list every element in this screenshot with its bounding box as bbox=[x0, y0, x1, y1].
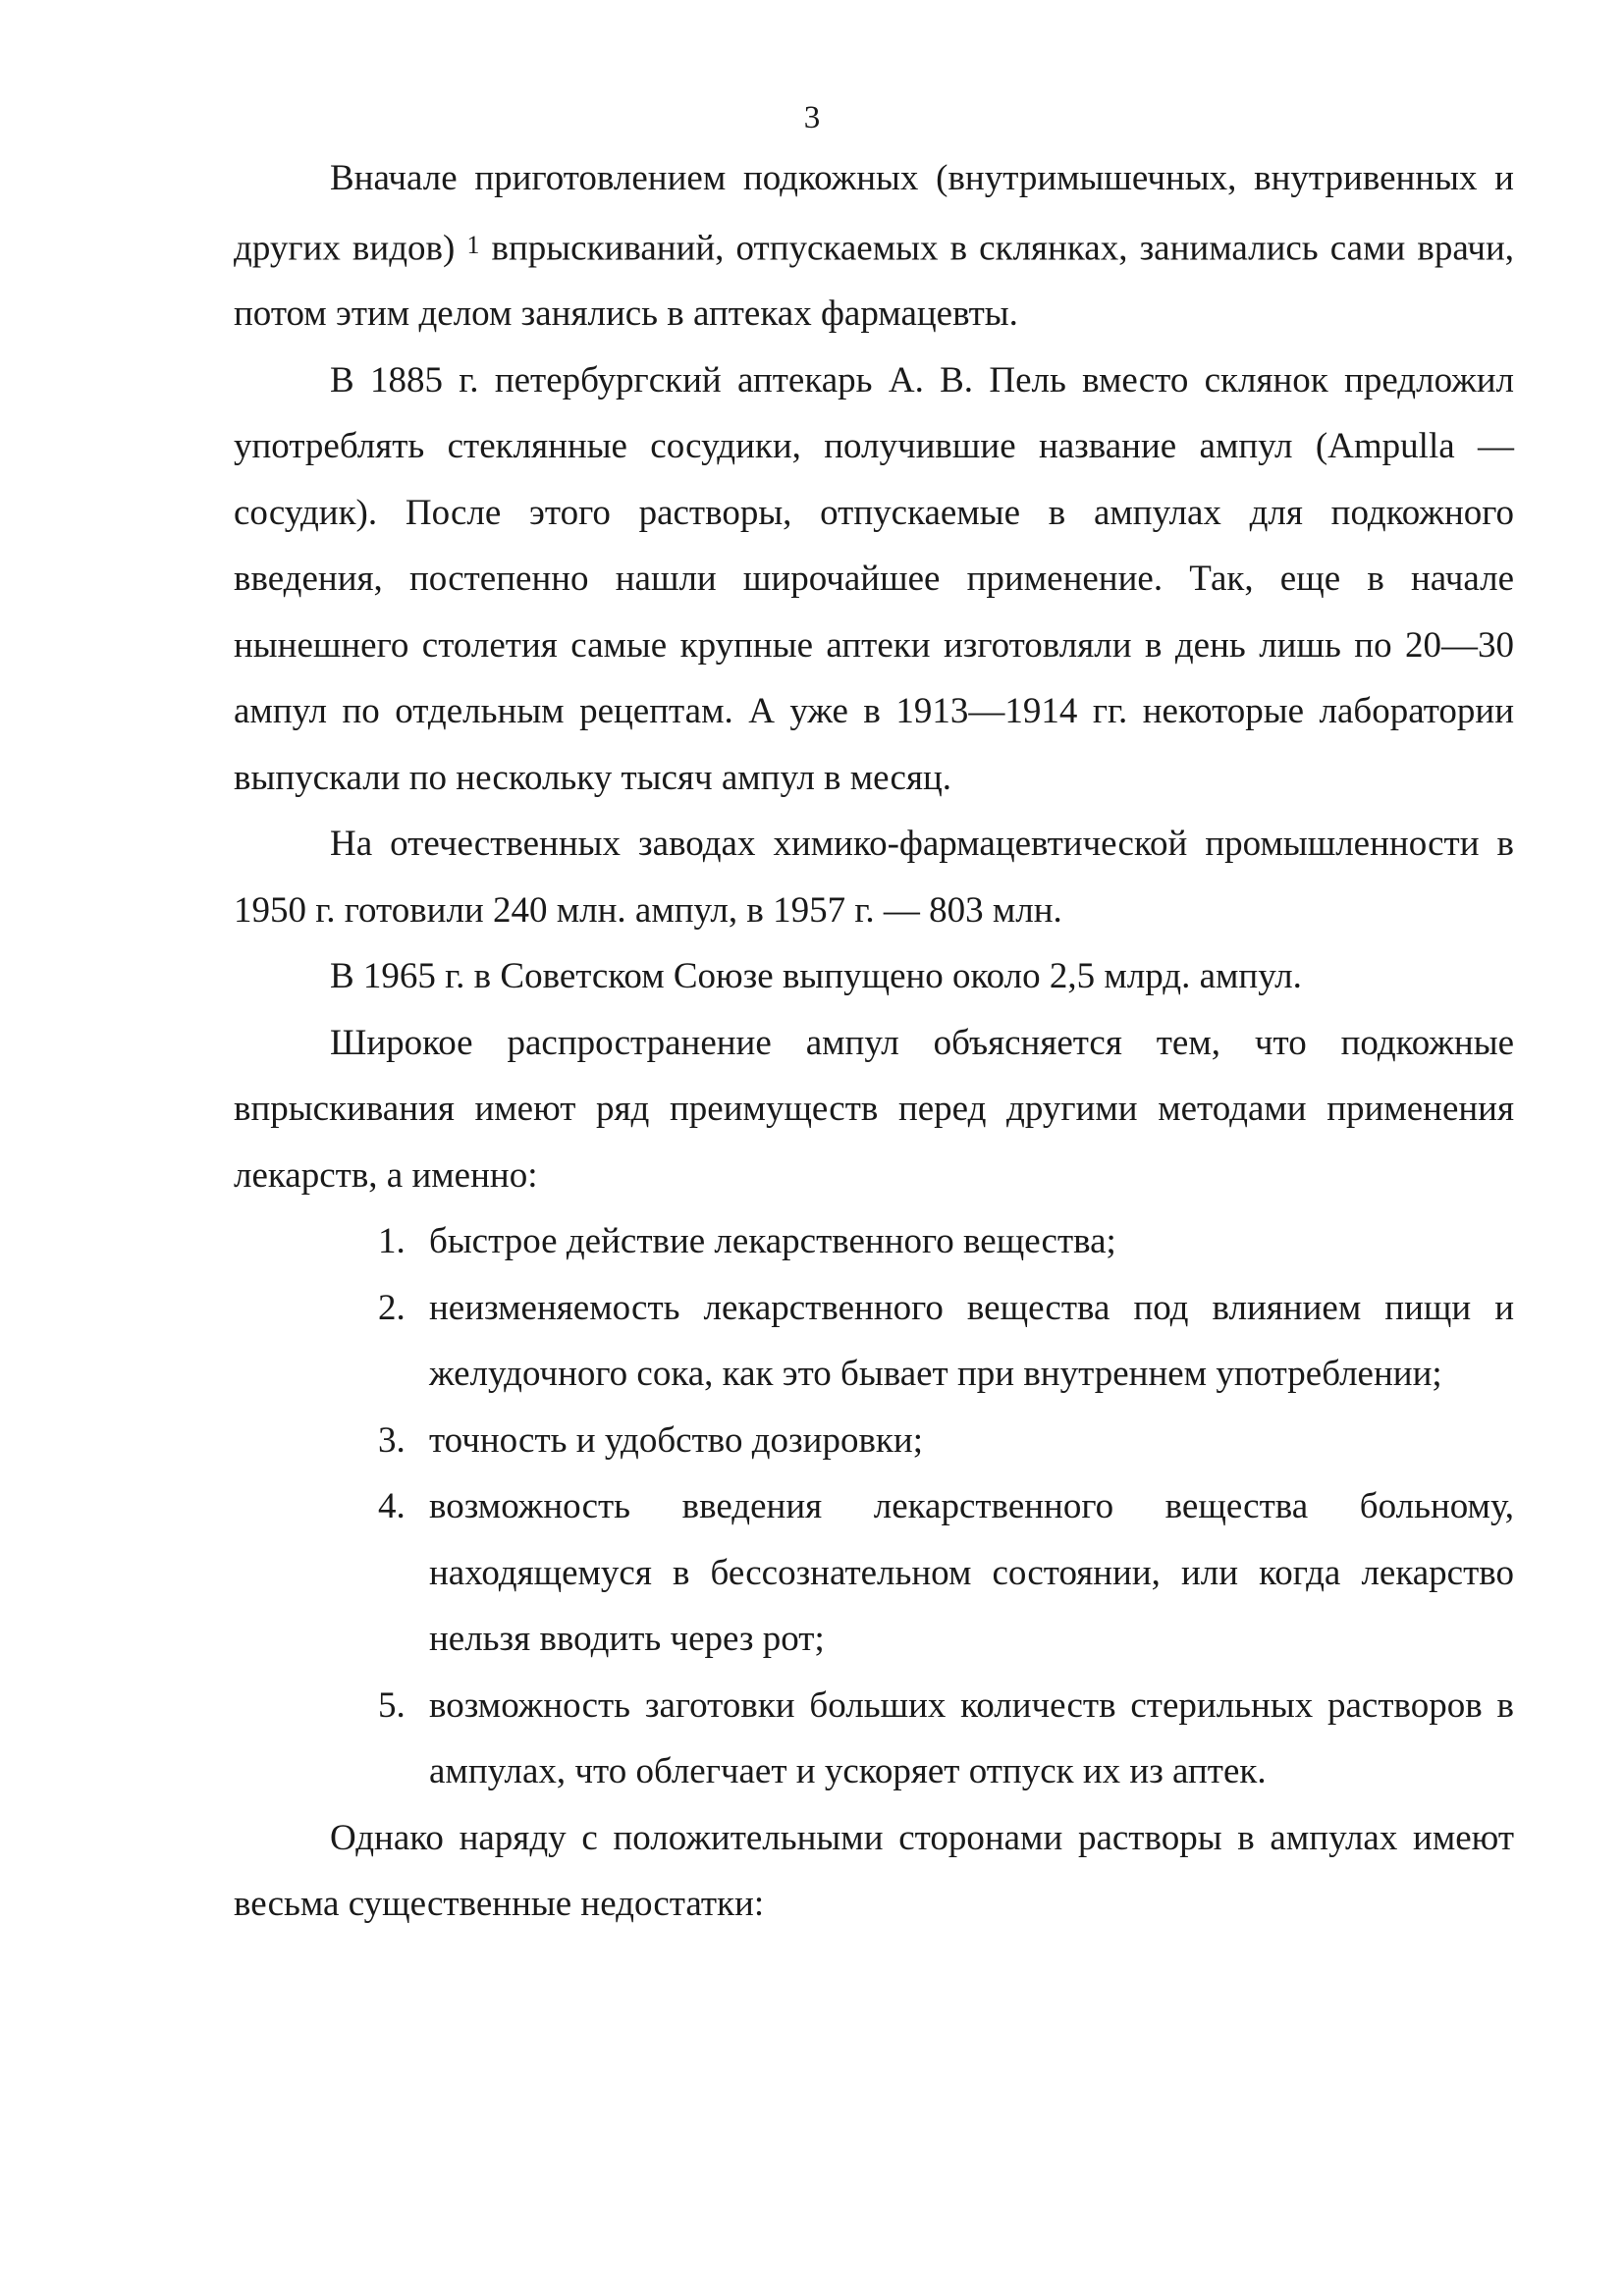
list-item-number: 2. bbox=[378, 1287, 406, 1328]
paragraph: Однако наряду с положительными сторонами растворы в ампулах имеют весьма существенные недостатки: bbox=[234, 1817, 1514, 1925]
footnote-mark: 1 bbox=[466, 230, 480, 259]
list-item-number: 3. bbox=[378, 1419, 406, 1461]
page-body bbox=[234, 145, 1514, 1938]
list-item bbox=[378, 1408, 1514, 1474]
paragraph: В 1885 г. петербургский аптекарь А. В. Пель вместо склянок предложил употреблять стеклянные сосудики, получившие название ампул (Ampulla — сосудик). После этого растворы, отпускаемые в ампулах для подкожного введения, постепенно нашли широчайшее применение. Так, еще в начале нынешнего столетия самые крупные аптеки изготовляли в день лишь по 20—30 ампул по отдельным рецептам. А уже в 1913—1914 гг. некоторые лаборатории выпускали по нескольку тысяч ампул в месяц. bbox=[234, 359, 1514, 798]
list-item-number: 4. bbox=[378, 1486, 406, 1527]
numbered-list bbox=[234, 1208, 1514, 1805]
list-item-number: 5. bbox=[378, 1684, 406, 1726]
page-number: 3 bbox=[803, 100, 821, 135]
list-item-text: быстрое действие лекарственного вещества; bbox=[429, 1221, 1116, 1262]
list-item bbox=[378, 1275, 1514, 1408]
list-item bbox=[378, 1673, 1514, 1805]
list-item bbox=[378, 1208, 1514, 1275]
list-item bbox=[378, 1473, 1514, 1673]
paragraph bbox=[234, 145, 1514, 347]
list-item-text: точность и удобство дозировки; bbox=[429, 1419, 923, 1461]
paragraph-text: Вначале приготовлением подкожных (внутримышечных, внутривенных и других видов) bbox=[234, 158, 1514, 268]
list-item-text: возможность заготовки больших количеств стерильных растворов в ампулах, что облегчает и ускоряет отпуск их из аптек. bbox=[429, 1684, 1514, 1792]
paragraph: Широкое распространение ампул объясняется тем, что подкожные впрыскивания имеют ряд преимуществ перед другими методами применения лекарств, а именно: bbox=[234, 1022, 1514, 1196]
list-item-number: 1. bbox=[378, 1221, 406, 1262]
paragraph: В 1965 г. в Советском Союзе выпущено около 2,5 млрд. ампул. bbox=[330, 956, 1302, 997]
paragraph: На отечественных заводах химико-фармацевтической промышленности в 1950 г. готовили 240 млн. ампул, в 1957 г. — 803 млн. bbox=[234, 824, 1514, 931]
list-item-text: неизменяемость лекарственного вещества под влиянием пищи и желудочного сока, как это бывает при внутреннем употреблении; bbox=[429, 1287, 1514, 1395]
list-item-text: возможность введения лекарственного вещества больному, находящемуся в бессознательном состоянии, или когда лекарство нельзя вводить через рот; bbox=[429, 1486, 1514, 1660]
paragraph-text: впрыскиваний, отпускаемых в склянках, занимались сами врачи, потом этим делом занялись в аптеках фармацевты. bbox=[234, 227, 1515, 335]
